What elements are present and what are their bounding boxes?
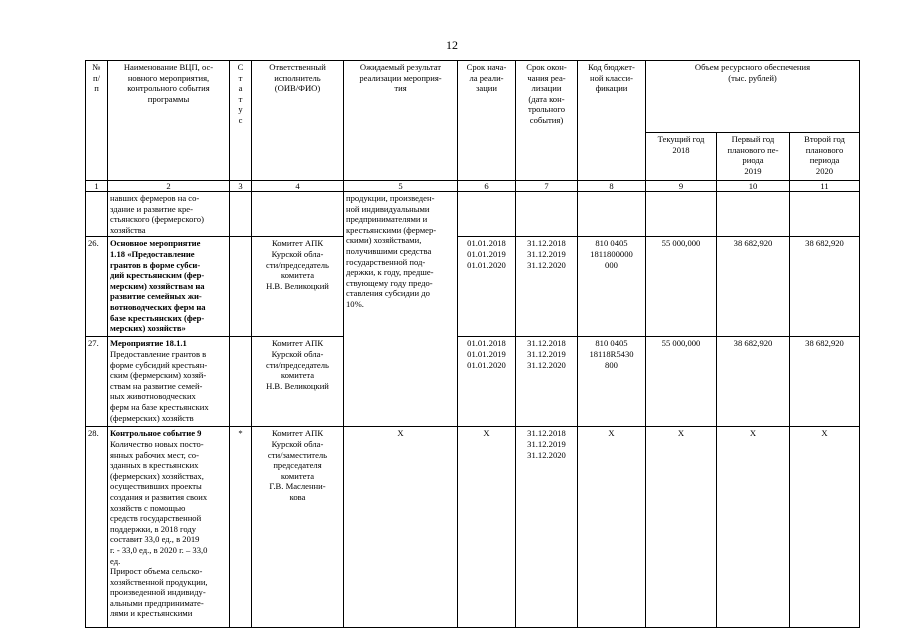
row-27-code: 810 0405 18118R5430 800 [578,337,646,427]
table-row [86,337,860,427]
row-27-title: Мероприятие 18.1.1 [110,338,187,349]
row-26-end: 31.12.2018 31.12.2019 31.12.2020 [516,237,578,337]
table-row [86,237,860,337]
header-status: С т а т у с [230,61,252,181]
table-row [86,192,860,237]
row-28-2020: X [790,427,860,628]
row-28-title: Контрольное событие 9 [110,428,202,439]
column-number: 5 [344,181,458,192]
column-number: 7 [516,181,578,192]
row-28-name: Количество новых посто- янных рабочих мест, со- зданных в крестьянских (фермерских) хозяйствах, осуществивших проекты создания и развития своих хозяйств с помощью средств государственной поддержки, в 2018 году составит 33,0 ед., в 2019 г. - 33,0 ед., в 2020 г. – 33,0 ед. Прирост объема сельско- хозяйственной продукции, произведенной индивиду- альными предпринимате- лями и крестьянскими [110,438,208,619]
row-cont-name: навших фермеров на со- здание и развитие кре- стьянского (фермерского) хозяйства [108,192,230,237]
row-27-2019: 38 682,920 [717,337,790,427]
row-26-2019: 38 682,920 [717,237,790,337]
header-responsible: Ответственный исполнитель (ОИВ/ФИО) [252,61,344,181]
row-28-2018: X [646,427,717,628]
header-2018: Текущий год 2018 [646,133,717,181]
column-number: 2 [108,181,230,192]
row-28-code: X [578,427,646,628]
column-number: 1 [86,181,108,192]
row-28-2019: X [717,427,790,628]
resource-table [85,60,860,628]
result-part-1: продукции, произведен- ной индивидуальными предпринимателями и крестьянскими (фермер- [346,193,437,235]
row-28-status: * [230,427,252,628]
header-num: № п/ п [86,61,108,181]
column-number: 8 [578,181,646,192]
row-28-num: 28. [86,427,108,628]
column-number: 6 [458,181,516,192]
row-27-num: 27. [86,337,108,427]
row-26-name: Основное мероприятие 1.18 «Предоставление грантов в форме субси- дий крестьянским (фер- мерским) хозяйствам на развитие семейных жи- вотноводческих ферм на базе крестьянских (фер- мерских) хозяйств» [108,237,230,337]
column-number: 10 [717,181,790,192]
row-26-2020: 38 682,920 [790,237,860,337]
row-28-result: X [344,427,458,628]
row-28-end: 31.12.2018 31.12.2019 31.12.2020 [516,427,578,628]
header-2020: Второй год планового периода 2020 [790,133,860,181]
row-26-num: 26. [86,237,108,337]
row-26-responsible: Комитет АПК Курской обла- сти/председатель комитета Н.В. Великоцкий [252,237,344,337]
column-number: 4 [252,181,344,192]
row-27-2018: 55 000,000 [646,337,717,427]
column-numbers-row [86,181,860,192]
header-name: Наименование ВЦП, ос- новного мероприятия, контрольного события программы [108,61,230,181]
column-number: 9 [646,181,717,192]
row-26-2018: 55 000,000 [646,237,717,337]
header-start: Срок нача- ла реали- зации [458,61,516,181]
header-end: Срок окон- чания реа- лизации (дата кон- трольного события) [516,61,578,181]
result-part-2: скими) хозяйствами, получившими средства государственной под- держки, к году, предше- ствующему году предо- ставления субсидии до 10%. [346,235,434,309]
row-28-name-cell [108,427,230,628]
header-result: Ожидаемый результат реализации мероприя- тия [344,61,458,181]
header-2019: Первый год планового пе- риода 2019 [717,133,790,181]
row-27-name-cell [108,337,230,427]
row-27-end: 31.12.2018 31.12.2019 31.12.2020 [516,337,578,427]
result-cell [344,192,458,427]
header-row [86,61,860,133]
row-27-start: 01.01.2018 01.01.2019 01.01.2020 [458,337,516,427]
table-row [86,427,860,628]
row-27-responsible: Комитет АПК Курской обла- сти/председатель комитета Н.В. Великоцкий [252,337,344,427]
row-26-start: 01.01.2018 01.01.2019 01.01.2020 [458,237,516,337]
row-28-responsible: Комитет АПК Курской обла- сти/заместитель председателя комитета Г.В. Масленни- кова [252,427,344,628]
row-28-start: X [458,427,516,628]
row-26-code: 810 0405 1811800000 000 [578,237,646,337]
row-27-name: Предоставление грантов в форме субсидий крестьян- ским (фермерским) хозяй- ствам на развитие семей- ных животноводческих ферм на базе крестьянских (фермерских) хозяйств [110,348,209,423]
header-code: Код бюджет- ной класси- фикации [578,61,646,181]
row-27-2020: 38 682,920 [790,337,860,427]
page-number: 12 [446,38,458,52]
column-number: 11 [790,181,860,192]
column-number: 3 [230,181,252,192]
header-resources: Объем ресурсного обеспечения (тыс. рублей) [646,61,860,133]
